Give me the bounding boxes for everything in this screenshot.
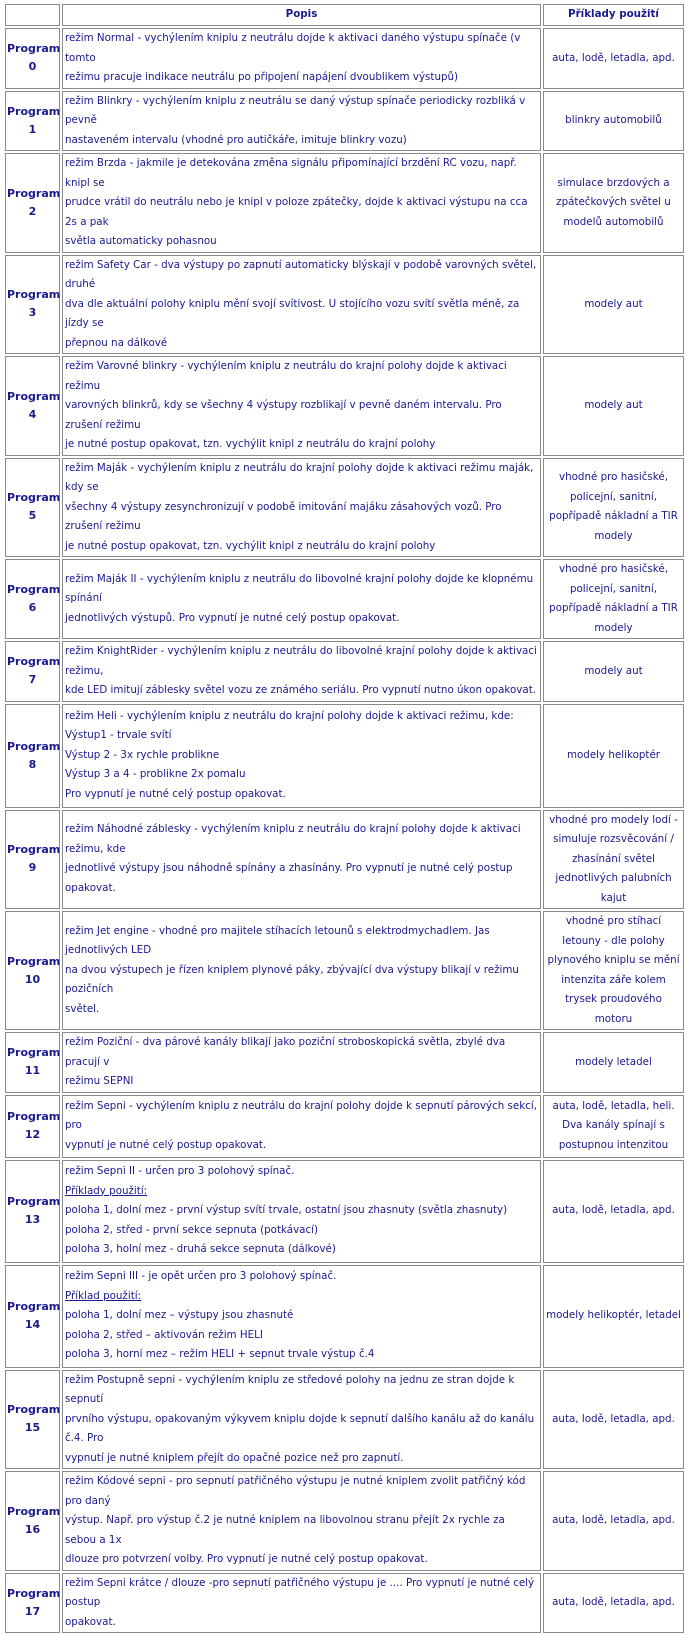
table-row [5, 356, 684, 456]
description-line: režim Sepni - vychýlením kniplu z neutrálu do krajní polohy dojde k sepnutí párových sekcí, pro [65, 1099, 537, 1132]
program-number: 13 [24, 1213, 41, 1226]
program-cell [5, 810, 60, 910]
program-number: 1 [28, 122, 37, 136]
description-line: světla automaticky pohasnou [65, 235, 217, 247]
description-line: Výstup 3 a 4 - problikne 2x pomalu [65, 768, 246, 781]
description-line: režim Sepni krátce / dlouze -pro sepnutí patřičného výstupu je .... Pro vypnutí je nutné celý postup [65, 1576, 535, 1608]
table-row [5, 1370, 684, 1470]
program-label: Program [7, 843, 61, 857]
example-cell: modely aut [543, 641, 684, 702]
example-cell: auta, lodě, letadla, apd. [543, 1160, 684, 1263]
table-row [5, 1471, 684, 1571]
program-cell [5, 91, 60, 152]
description-line: režim Jet engine - vhodné pro majitele stíhacích letounů s elektrodmychadlem. Jas jednotlivých LED [65, 924, 490, 957]
program-label: Program [7, 583, 61, 596]
description-line: Pro vypnutí je nutné celý postup opakovat. [65, 787, 286, 800]
example-cell: modely aut [543, 356, 684, 456]
program-cell [5, 356, 60, 456]
description-line: varovných blinkrů, kdy se všechny 4 výstupy rozblikají v pevně daném intervalu. Pro zrušení režimu [65, 399, 502, 431]
program-number: 14 [24, 1318, 41, 1331]
description-line: přepnou na dálkové [65, 336, 168, 349]
program-cell [5, 255, 60, 355]
example-cell: auta, lodě, letadla, heli. Dva kanály spínají s postupnou intenzitou [543, 1095, 684, 1158]
program-label: Program [7, 186, 61, 200]
description-line: všechny 4 výstupy zesynchronizují v podobě imitování majáku zásahových vozů. Pro zrušení režimu [65, 500, 502, 532]
header-popis: Popis [62, 4, 541, 26]
description-cell [62, 255, 541, 355]
program-label: Program [7, 389, 61, 403]
description-line: režimu SEPNI [65, 1075, 134, 1087]
description-line: režim Safety Car - dva výstupy po zapnutí automaticky blýskají v podobě varovných světel, druhé [65, 258, 537, 290]
program-label: Program [7, 104, 61, 118]
example-cell: blinkry automobilů [543, 91, 684, 152]
program-number: 9 [28, 861, 37, 875]
description-line: prvního výstupu, opakovaným výkyvem kniplu dojde k sepnutí dalšího kanálu až do kanálu č.4. Pro [65, 1412, 535, 1444]
example-cell: auta, lodě, letadla, apd. [543, 1573, 684, 1634]
program-number: 3 [28, 306, 37, 320]
description-line: je nutné postup opakovat, tzn. vychýlit knipl z neutrálu do krajní polohy [65, 539, 436, 552]
description-cell [62, 1471, 541, 1571]
table-row [5, 1160, 684, 1263]
description-cell [62, 1095, 541, 1158]
example-cell: auta, lodě, letadla, apd. [543, 28, 684, 89]
program-label: Program [7, 1586, 61, 1600]
description-line: Příklady použití: [65, 1184, 148, 1197]
description-line: poloha 2, střed – aktivován režim HELI [65, 1328, 263, 1341]
program-label: Program [7, 1403, 61, 1417]
description-cell [62, 91, 541, 152]
table-row [5, 810, 684, 910]
example-cell: auta, lodě, letadla, apd. [543, 1471, 684, 1571]
table-row [5, 1095, 684, 1158]
table-row [5, 911, 684, 1030]
table-row [5, 559, 684, 639]
description-line: opakovat. [65, 1615, 116, 1628]
description-line: režim Heli - vychýlením kniplu z neutrálu do krajní polohy dojde k aktivaci režimu, kde: [65, 709, 514, 722]
description-line: výstup. Např. pro výstup č.2 je nutné kniplem na libovolnou stranu přejít 2x rychle za sebou a 1x [65, 1514, 505, 1546]
description-line: na dvou výstupech je řízen kniplem plynové páky, zbývající dva výstupy blikají v režimu pozičních [65, 963, 519, 996]
description-line: poloha 3, holní mez - druhá sekce sepnuta (dálkové) [65, 1243, 336, 1256]
program-cell [5, 704, 60, 808]
program-number: 4 [28, 407, 37, 421]
description-line: vypnutí je nutné celý postup opakovat. [65, 1138, 267, 1151]
program-number: 7 [28, 673, 37, 687]
description-line: režim Náhodné záblesky - vychýlením kniplu z neutrálu do krajní polohy dojde k aktivaci režimu, kde [65, 823, 521, 855]
table-row [5, 153, 684, 253]
description-cell [62, 1265, 541, 1368]
program-cell [5, 1032, 60, 1093]
description-line: režimu pracuje indikace neutrálu po připojení napájení dvoublikem výstupů) [65, 71, 459, 83]
program-cell [5, 28, 60, 89]
description-line: režim KnightRider - vychýlením kniplu z neutrálu do libovolné krajní polohy dojde k aktivaci režimu, [65, 645, 537, 677]
description-line: režim Postupně sepni - vychýlením kniplu ze středové polohy na jednu ze stran dojde k sepnutí [65, 1373, 515, 1405]
program-label: Program [7, 1110, 61, 1123]
description-line: režim Brzda - jakmile je detekována změna signálu připomínající brzdění RC vozu, např. knipl se [65, 157, 517, 189]
description-line: Výstup1 - trvale svítí [65, 729, 172, 742]
header-priklady: Příklady použití [543, 4, 684, 26]
program-number: 8 [28, 757, 37, 771]
description-cell [62, 1160, 541, 1263]
description-line: režim Blinkry - vychýlením kniplu z neutrálu se daný výstup spínače periodicky rozbliká v pevně [65, 94, 526, 126]
example-cell: vhodné pro hasičské, policejní, sanitní, popřípadě nákladní a TIR modely [543, 559, 684, 639]
example-cell: auta, lodě, letadla, apd. [543, 1370, 684, 1470]
description-line: nastaveném intervalu (vhodné pro autičkáře, imituje blinkry vozu) [65, 133, 407, 146]
description-line: dva dle aktuální polohy kniplu mění svojí svítivost. U stojícího vozu svítí světla méně, za jízdy se [65, 297, 520, 329]
description-cell [62, 704, 541, 808]
program-cell [5, 1370, 60, 1470]
description-cell [62, 810, 541, 910]
program-label: Program [7, 1046, 61, 1060]
program-cell [5, 1160, 60, 1263]
description-line: režim Maják - vychýlením kniplu z neutrálu do krajní polohy dojde k aktivaci režimu maják, kdy se [65, 461, 534, 493]
description-cell [62, 1032, 541, 1093]
program-label: Program [7, 1195, 61, 1208]
program-number: 11 [24, 1064, 41, 1078]
table-row [5, 704, 684, 808]
description-cell [62, 356, 541, 456]
program-cell [5, 153, 60, 253]
description-line: poloha 1, dolní mez – výstupy jsou zhasnuté [65, 1309, 294, 1322]
program-label: Program [7, 739, 61, 753]
program-number: 15 [24, 1421, 41, 1435]
description-line: dlouze pro potvrzení volby. Pro vypnutí je nutné celý postup opakovat. [65, 1553, 428, 1565]
table-row [5, 458, 684, 558]
program-label: Program [7, 491, 61, 505]
program-number: 17 [24, 1604, 41, 1618]
program-number: 5 [28, 509, 37, 523]
program-label: Program [7, 288, 61, 302]
description-cell [62, 28, 541, 89]
description-cell [62, 559, 541, 639]
description-cell [62, 153, 541, 253]
description-line: vypnutí je nutné kniplem přejít do opačné pozice než pro zapnutí. [65, 1451, 404, 1464]
program-number: 16 [24, 1522, 41, 1536]
description-line: režim Kódové sepni - pro sepnutí patřičného výstupu je nutné kniplem zvolit patřičný kód pro daný [65, 1475, 526, 1507]
program-number: 0 [28, 60, 37, 74]
description-line: režim Maják II - vychýlením kniplu z neutrálu do libovolné krajní polohy dojde ke klopnému spínání [65, 572, 534, 605]
program-number: 12 [24, 1128, 41, 1141]
table-row [5, 91, 684, 152]
header-row [5, 4, 684, 26]
program-cell [5, 559, 60, 639]
program-number: 6 [28, 601, 37, 614]
table-row [5, 28, 684, 89]
program-cell [5, 1573, 60, 1634]
example-cell: modely aut [543, 255, 684, 355]
description-line: režim Varovné blinkry - vychýlením kniplu z neutrálu do krajní polohy dojde k aktivaci režimu [65, 360, 507, 392]
program-label: Program [7, 954, 61, 968]
description-line: jednotlivé výstupy jsou náhodně spínány a zhasínány. Pro vypnutí je nutné celý postup opakovat. [65, 862, 513, 894]
program-label: Program [7, 655, 61, 669]
description-line: poloha 3, horní mez – režim HELI + sepnut trvale výstup č.4 [65, 1348, 375, 1361]
description-cell [62, 911, 541, 1030]
description-cell [62, 1370, 541, 1470]
program-label: Program [7, 42, 61, 56]
table-row [5, 1265, 684, 1368]
description-line: režim Sepni III - je opět určen pro 3 polohový spínač. [65, 1270, 337, 1283]
program-cell [5, 1265, 60, 1368]
description-line: Příklad použití: [65, 1289, 142, 1302]
header-program [5, 4, 60, 26]
description-line: jednotlivých výstupů. Pro vypnutí je nutné celý postup opakovat. [65, 611, 400, 624]
table-row [5, 641, 684, 702]
description-line: světel. [65, 1002, 100, 1015]
program-cell [5, 1095, 60, 1158]
example-cell: vhodné pro stíhací letouny - dle polohy plynového kniplu se mění intenzita záře kolem trysek proudového motoru [543, 911, 684, 1030]
description-line: kde LED imitují záblesky světel vozu ze známého seriálu. Pro vypnutí nutno úkon opakovat. [65, 684, 537, 696]
program-cell [5, 1471, 60, 1571]
example-cell: vhodné pro modely lodí - simuluje rozsvěcování / zhasínání světel jednotlivých palubních kajut [543, 810, 684, 910]
program-label: Program [7, 1504, 61, 1518]
description-line: režim Sepni II - určen pro 3 polohový spínač. [65, 1165, 295, 1178]
program-cell [5, 641, 60, 702]
program-table [3, 2, 686, 1635]
program-table-container [3, 2, 686, 1635]
description-line: režim Poziční - dva párové kanály blikají jako poziční stroboskopická světla, zbylé dva pracují v [65, 1036, 506, 1068]
example-cell: modely helikoptér [543, 704, 684, 808]
description-line: je nutné postup opakovat, tzn. vychýlit knipl z neutrálu do krajní polohy [65, 438, 436, 450]
description-line: Výstup 2 - 3x rychle problikne [65, 748, 220, 761]
description-line: prudce vrátil do neutrálu nebo je knipl v poloze zpátečky, dojde k aktivaci výstupu na cca 2s a pak [65, 196, 528, 228]
table-row [5, 1032, 684, 1093]
program-number: 10 [24, 972, 41, 986]
description-line: poloha 2, střed - první sekce sepnuta (potkávací) [65, 1223, 319, 1236]
program-cell [5, 458, 60, 558]
description-line: režim Normal - vychýlením kniplu z neutrálu dojde k aktivaci daného výstupu spínače (v tomto [65, 32, 521, 64]
program-label: Program [7, 1300, 61, 1313]
program-cell [5, 911, 60, 1030]
example-cell: modely letadel [543, 1032, 684, 1093]
table-row [5, 1573, 684, 1634]
example-cell: vhodné pro hasičské, policejní, sanitní, popřípadě nákladní a TIR modely [543, 458, 684, 558]
example-cell: simulace brzdových a zpátečkových světel u modelů automobilů [543, 153, 684, 253]
description-line: poloha 1, dolní mez - první výstup svítí trvale, ostatní jsou zhasnuty (světla zhasnuty) [65, 1204, 508, 1217]
description-cell [62, 1573, 541, 1634]
example-cell: modely helikoptér, letadel [543, 1265, 684, 1368]
table-row [5, 255, 684, 355]
program-number: 2 [28, 204, 37, 218]
description-cell [62, 641, 541, 702]
description-cell [62, 458, 541, 558]
